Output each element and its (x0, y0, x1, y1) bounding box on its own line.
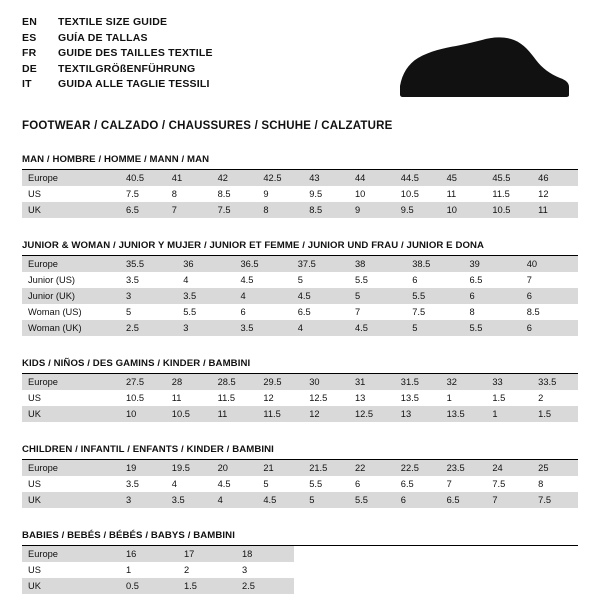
size-table-junior-woman (22, 256, 578, 336)
size-cell: 11 (446, 189, 457, 199)
size-cell: 12 (263, 393, 274, 403)
size-cell: 5 (126, 307, 132, 317)
group-man (22, 154, 578, 218)
size-cell: 7 (486, 492, 532, 508)
size-cell: 10 (354, 189, 366, 199)
table-row (22, 460, 578, 476)
size-cell: 4.5 (257, 492, 303, 508)
size-cell: 12.5 (309, 393, 328, 403)
row-label: US (28, 189, 41, 199)
size-cell: 9.5 (309, 189, 323, 199)
size-cell: 9.5 (395, 202, 441, 218)
size-cell: 3 (242, 565, 248, 575)
size-cell: 4 (171, 479, 177, 489)
language-title: GUÍA DE TALLAS (58, 31, 148, 44)
table-row (22, 320, 578, 336)
size-cell: 33 (486, 374, 532, 390)
size-cell: 19.5 (166, 460, 212, 476)
size-cell: 11 (532, 202, 578, 218)
size-cell: 7 (526, 275, 532, 285)
size-cell: 6.5 (400, 479, 414, 489)
size-cell: 4 (183, 275, 189, 285)
size-cell: 2 (538, 393, 544, 403)
size-cell: 5.5 (309, 479, 323, 489)
size-cell: 7 (355, 307, 361, 317)
row-label: Europe (22, 256, 120, 272)
row-label: US (28, 565, 41, 575)
size-cell: 4 (292, 320, 349, 336)
size-cell: 45.5 (486, 170, 532, 186)
category-title: FOOTWEAR / CALZADO / CHAUSSURES / SCHUHE / CALZATURE (22, 120, 393, 132)
row-label: Europe (22, 546, 120, 562)
language-row (22, 47, 213, 63)
size-cell: 10 (120, 406, 166, 422)
size-cell: 38 (349, 256, 406, 272)
size-cell: 40 (521, 256, 578, 272)
size-cell: 2.5 (236, 578, 294, 594)
size-cell: 13 (395, 406, 441, 422)
size-cell: 4.5 (240, 275, 254, 285)
size-cell: 21 (257, 460, 303, 476)
size-cell: 46 (532, 170, 578, 186)
row-label: Europe (22, 374, 120, 390)
size-cell: 5.5 (464, 320, 521, 336)
size-cell: 6.5 (469, 275, 483, 285)
row-label: Woman (UK) (22, 320, 120, 336)
size-cell: 6 (464, 288, 521, 304)
size-cell: 5.5 (406, 288, 463, 304)
size-cell: 2.5 (120, 320, 177, 336)
size-cell: 35.5 (120, 256, 177, 272)
row-label: UK (22, 406, 120, 422)
size-cell: 7 (446, 479, 452, 489)
row-label: Junior (UK) (22, 288, 120, 304)
size-cell: 1 (446, 393, 452, 403)
size-cell: 5 (303, 492, 349, 508)
group-junior-woman (22, 240, 578, 336)
size-cell: 0.5 (120, 578, 178, 594)
group-babies (22, 530, 578, 594)
table-row (22, 562, 578, 578)
size-cell: 7.5 (412, 307, 426, 317)
language-title: GUIDE DES TAILLES TEXTILE (58, 47, 213, 59)
size-cell: 6.5 (120, 202, 166, 218)
table-row (22, 202, 578, 218)
size-cell: 4.5 (217, 479, 231, 489)
size-cell: 42.5 (257, 170, 303, 186)
size-cell: 31 (349, 374, 395, 390)
size-cell: 29.5 (257, 374, 303, 390)
size-cell: 17 (178, 546, 236, 562)
size-cell: 32 (441, 374, 487, 390)
size-cell: 3.5 (126, 479, 139, 489)
row-label: Europe (22, 170, 120, 186)
size-cell: 7.5 (532, 492, 578, 508)
table-row (22, 170, 578, 186)
language-code: EN (22, 16, 37, 28)
size-table-body (22, 374, 578, 422)
size-cell: 5.5 (349, 492, 395, 508)
size-cell: 6 (521, 320, 578, 336)
size-cell: 3 (120, 288, 177, 304)
size-cell: 8.5 (303, 202, 349, 218)
size-cell: 43 (303, 170, 349, 186)
size-cell: 5 (263, 479, 269, 489)
size-cell: 1 (486, 406, 532, 422)
size-cell: 8 (469, 307, 475, 317)
table-row (22, 546, 578, 562)
size-cell: 13 (354, 393, 366, 403)
size-cell: 12 (538, 189, 549, 199)
size-cell: 10.5 (166, 406, 212, 422)
language-title: GUIDA ALLE TAGLIE TESSILI (58, 78, 210, 90)
size-cell: 1.5 (532, 406, 578, 422)
size-cell: 16 (120, 546, 178, 562)
size-cell: 6.5 (297, 307, 311, 317)
document-header (22, 16, 578, 108)
size-cell: 3 (177, 320, 234, 336)
size-cell: 5.5 (183, 307, 197, 317)
table-spacer (294, 562, 578, 578)
group-kids (22, 358, 578, 422)
size-cell: 9 (349, 202, 395, 218)
size-cell: 8 (538, 479, 544, 489)
size-cell: 6 (395, 492, 441, 508)
size-cell: 36.5 (235, 256, 292, 272)
size-cell: 9 (263, 189, 269, 199)
row-label: Junior (US) (28, 275, 76, 285)
table-row (22, 390, 578, 406)
size-cell: 11 (212, 406, 258, 422)
size-cell: 20 (212, 460, 258, 476)
size-cell: 18 (236, 546, 294, 562)
size-table-body (22, 256, 578, 336)
size-cell: 4.5 (349, 320, 406, 336)
size-cell: 25 (532, 460, 578, 476)
size-cell: 33.5 (532, 374, 578, 390)
row-label: US (28, 479, 41, 489)
size-cell: 38.5 (406, 256, 463, 272)
table-row (22, 288, 578, 304)
table-row (22, 476, 578, 492)
table-spacer (294, 578, 578, 594)
size-cell: 10.5 (400, 189, 419, 199)
size-cell: 10.5 (486, 202, 532, 218)
size-cell: 10 (441, 202, 487, 218)
size-cell: 3.5 (177, 288, 234, 304)
row-label: Woman (US) (28, 307, 82, 317)
size-cell: 13.5 (400, 393, 419, 403)
group-title: KIDS / NIÑOS / DES GAMINS / KINDER / BAMBINI (22, 358, 578, 374)
size-cell: 19 (120, 460, 166, 476)
size-cell: 6 (412, 275, 418, 285)
size-cell: 5 (406, 320, 463, 336)
row-label: UK (22, 202, 120, 218)
size-cell: 5 (349, 288, 406, 304)
size-cell: 10.5 (126, 393, 145, 403)
size-cell: 27.5 (120, 374, 166, 390)
size-cell: 42 (212, 170, 258, 186)
size-cell: 7 (166, 202, 212, 218)
table-row (22, 492, 578, 508)
size-cell: 8 (257, 202, 303, 218)
size-table-babies (22, 546, 578, 594)
language-code: FR (22, 47, 37, 59)
size-cell: 5 (297, 275, 303, 285)
size-cell: 12 (303, 406, 349, 422)
size-table-children (22, 460, 578, 508)
group-title: JUNIOR & WOMAN / JUNIOR Y MUJER / JUNIOR ET FEMME / JUNIOR UND FRAU / JUNIOR E DONA (22, 240, 578, 256)
size-cell: 6 (354, 479, 361, 489)
size-cell: 7.5 (212, 202, 258, 218)
size-table-body (22, 546, 578, 594)
size-cell: 44.5 (395, 170, 441, 186)
size-cell: 13.5 (441, 406, 487, 422)
size-table-kids (22, 374, 578, 422)
table-row (22, 374, 578, 390)
size-cell: 4 (212, 492, 258, 508)
size-cell: 1.5 (178, 578, 236, 594)
table-row (22, 578, 578, 594)
language-code: ES (22, 31, 37, 44)
size-table-body (22, 170, 578, 218)
language-title-body (22, 16, 213, 94)
table-row (22, 256, 578, 272)
size-cell: 6 (521, 288, 578, 304)
group-children (22, 444, 578, 508)
size-cell: 7.5 (492, 479, 506, 489)
row-label: US (28, 393, 41, 403)
table-row (22, 406, 578, 422)
size-cell: 30 (303, 374, 349, 390)
group-title: BABIES / BEBÉS / BÉBÉS / BABYS / BAMBINI (22, 530, 578, 546)
size-cell: 28 (166, 374, 212, 390)
size-cell: 28.5 (212, 374, 258, 390)
size-cell: 3.5 (166, 492, 212, 508)
size-cell: 31.5 (395, 374, 441, 390)
size-cell: 12.5 (349, 406, 395, 422)
row-label: Europe (22, 460, 120, 476)
language-code: IT (22, 78, 32, 90)
size-cell: 6.5 (441, 492, 487, 508)
size-cell: 22.5 (395, 460, 441, 476)
row-label: UK (22, 492, 120, 508)
table-row (22, 304, 578, 320)
size-table-man (22, 170, 578, 218)
size-cell: 22 (349, 460, 395, 476)
table-row (22, 272, 578, 288)
table-spacer (294, 546, 578, 562)
size-table-body (22, 460, 578, 508)
language-row (22, 16, 213, 32)
language-title: TEXTILGRÖßENFÜHRUNG (58, 62, 196, 75)
size-cell: 40.5 (120, 170, 166, 186)
size-cell: 8.5 (526, 307, 540, 317)
size-cell: 1 (126, 565, 132, 575)
size-cell: 1.5 (492, 393, 506, 403)
size-cell: 2 (184, 565, 190, 575)
size-cell: 3.5 (235, 320, 292, 336)
language-code: DE (22, 62, 37, 75)
size-cell: 11 (171, 393, 182, 403)
size-cell: 8.5 (217, 189, 231, 199)
size-cell: 21.5 (303, 460, 349, 476)
language-row (22, 78, 213, 94)
row-label: UK (22, 578, 120, 594)
group-title: CHILDREN / INFANTIL / ENFANTS / KINDER / BAMBINI (22, 444, 578, 460)
size-cell: 39 (464, 256, 521, 272)
size-cell: 5.5 (355, 275, 368, 285)
size-cell: 6 (240, 307, 246, 317)
dress-shoe-icon (392, 34, 572, 102)
group-title: MAN / HOMBRE / HOMME / MANN / MAN (22, 154, 578, 170)
size-cell: 3 (120, 492, 166, 508)
size-cell: 45 (441, 170, 487, 186)
size-cell: 41 (166, 170, 212, 186)
size-cell: 11.5 (217, 393, 235, 403)
size-cell: 11.5 (257, 406, 303, 422)
size-cell: 4 (235, 288, 292, 304)
size-cell: 7.5 (126, 189, 139, 199)
size-cell: 44 (349, 170, 395, 186)
size-cell: 24 (486, 460, 532, 476)
language-title: TEXTILE SIZE GUIDE (58, 16, 168, 28)
table-row (22, 186, 578, 202)
size-cell: 36 (177, 256, 234, 272)
language-title-table (22, 16, 213, 94)
size-cell: 3.5 (126, 275, 139, 285)
size-cell: 4.5 (292, 288, 349, 304)
size-cell: 8 (171, 189, 177, 199)
language-row (22, 32, 213, 48)
size-cell: 11.5 (492, 189, 510, 199)
language-row (22, 63, 213, 79)
size-cell: 37.5 (292, 256, 349, 272)
size-cell: 23.5 (441, 460, 487, 476)
